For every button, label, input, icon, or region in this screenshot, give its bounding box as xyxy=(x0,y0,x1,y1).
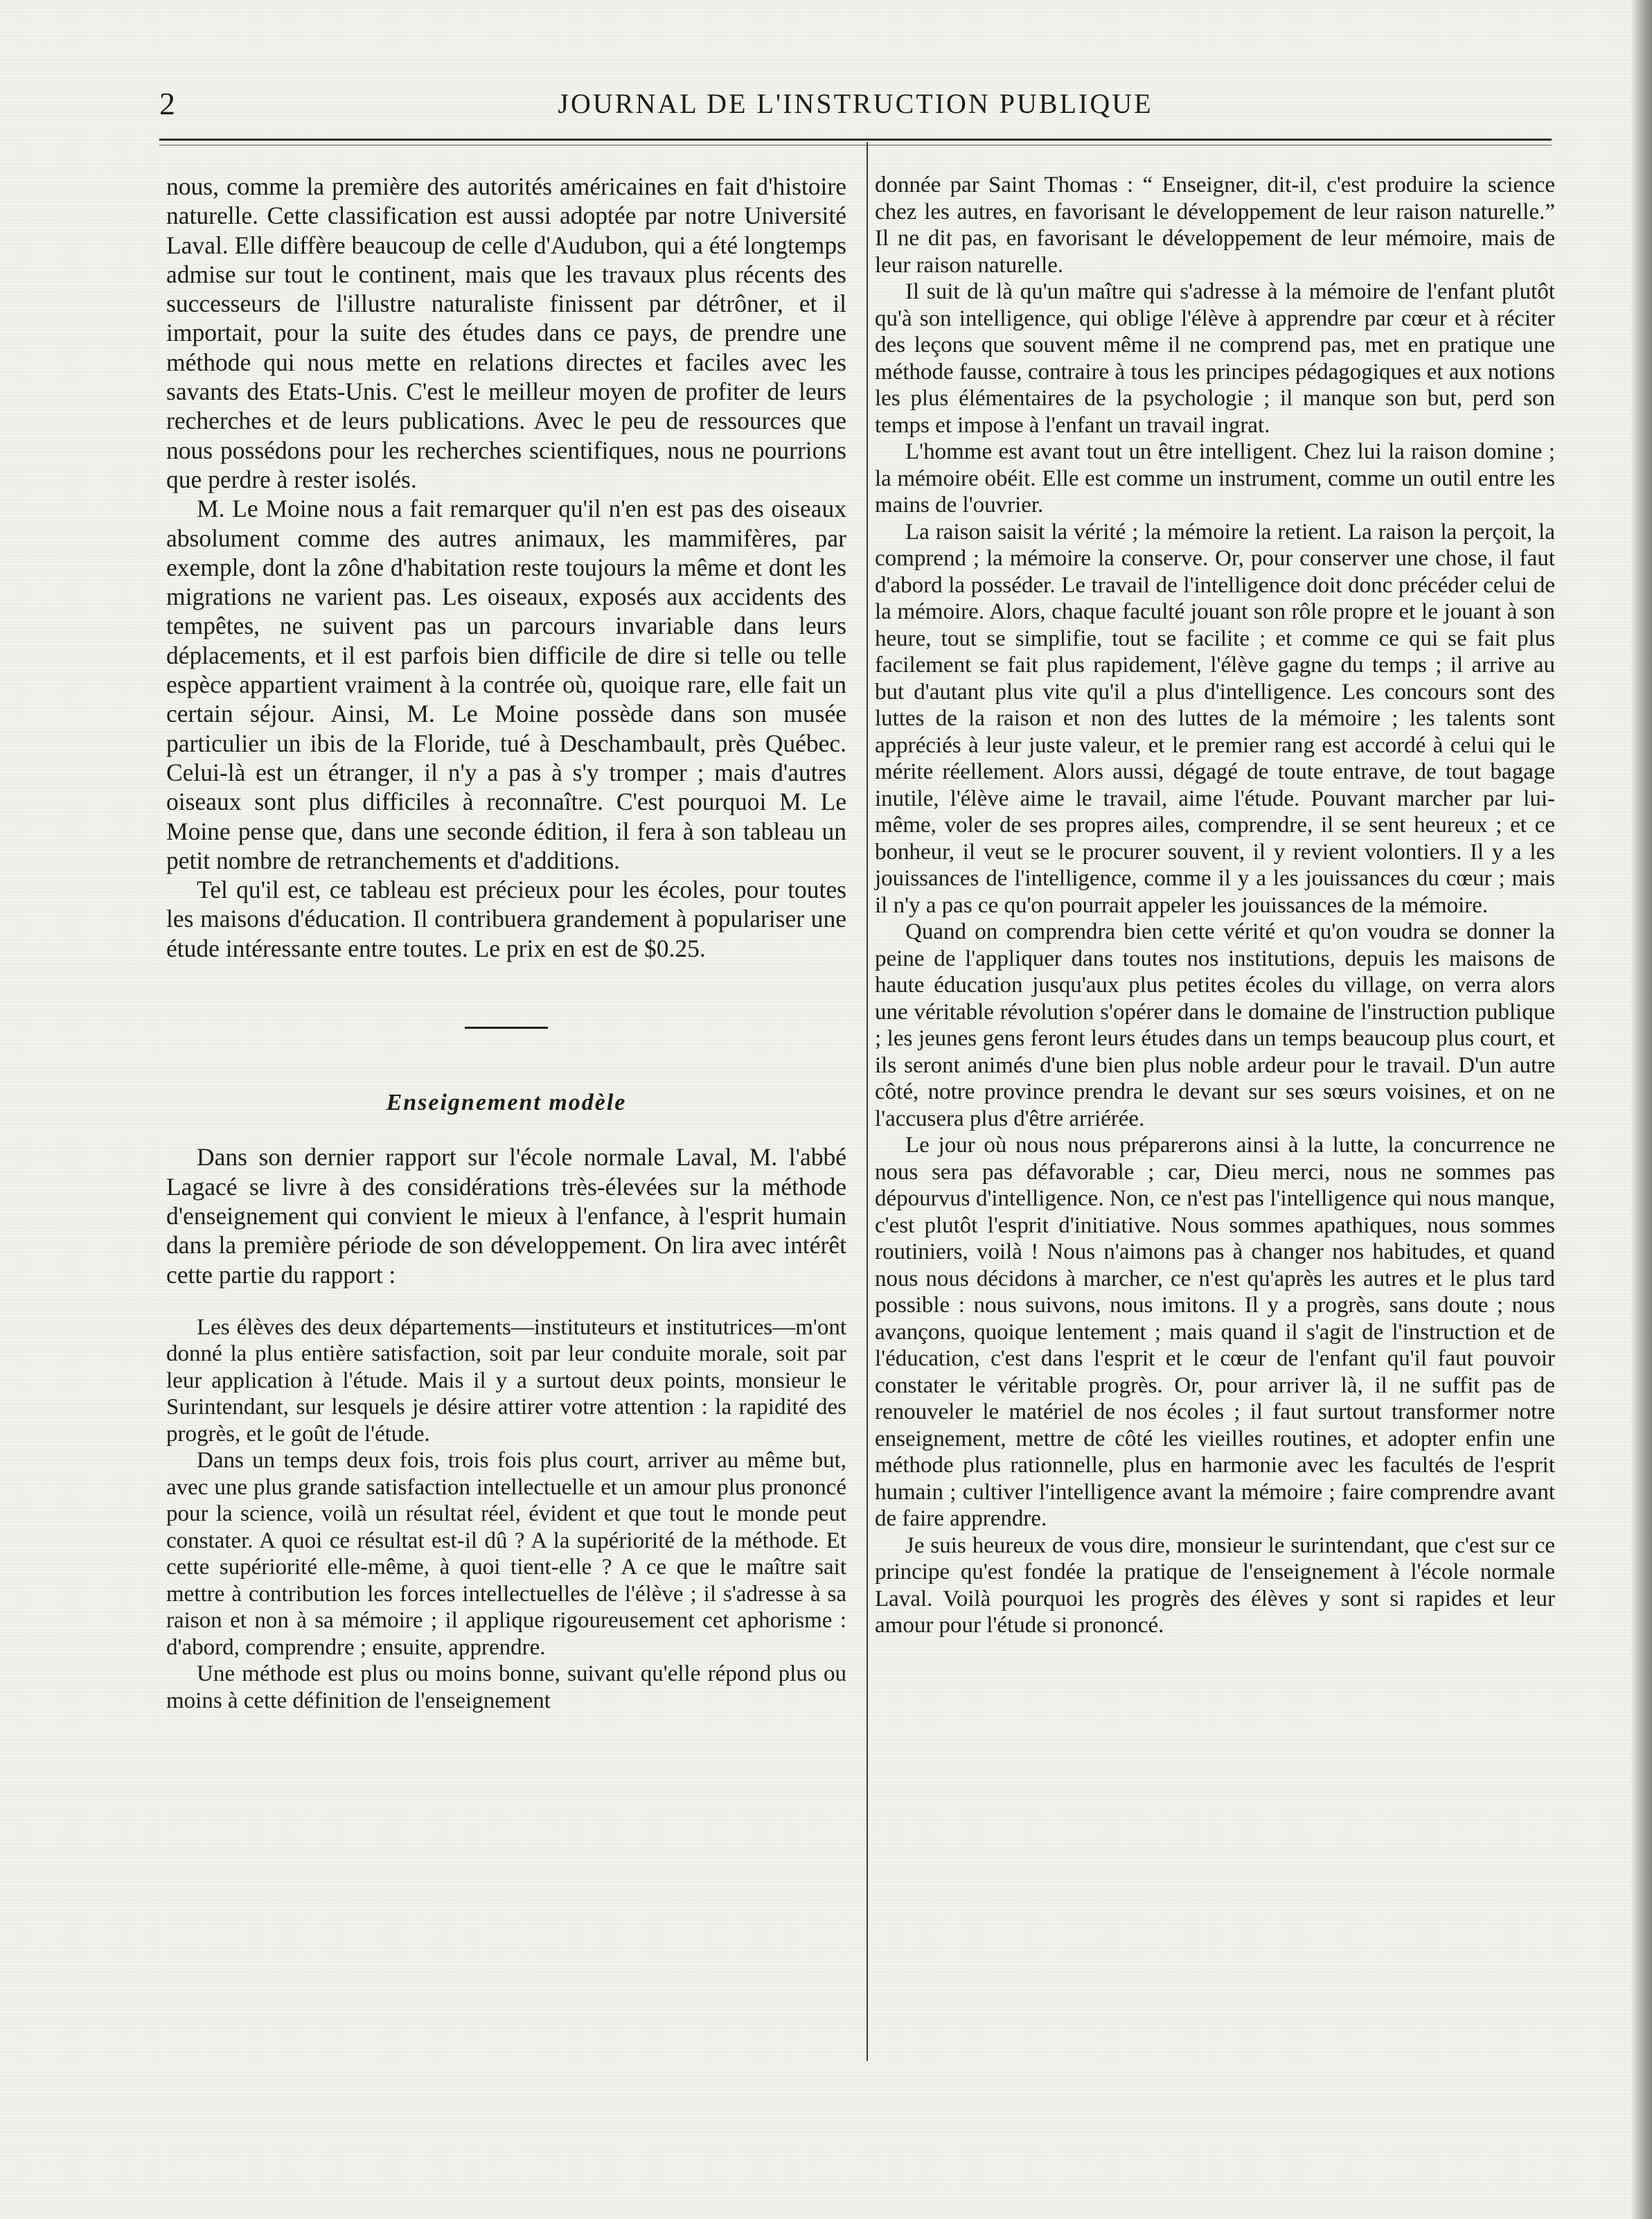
right-column xyxy=(875,172,1555,1639)
quoted-paragraph: Quand on comprendra bien cette vérité et qu'on voudra se donner la peine de l'appliquer dans toutes nos institutions, depuis les maisons de haute éducation jusqu'aux plus petites écoles du village, on verra alors une véritable révolution s'opérer dans le domaine de l'instruction publique ; les jeunes gens feront leurs études dans un temps beaucoup plus court, et ils seront animés d'une bien plus noble ardeur pour le travail. D'un autre côté, notre province prendra le devant sur ses sœurs voisines, et on ne l'accusera plus d'être arriérée. xyxy=(875,919,1555,1131)
quoted-paragraph: Les élèves des deux départements—instituteurs et institutrices—m'ont donné la plus entière satisfaction, soit par leur conduite morale, soit par leur application à l'étude. Mais il y a surtout deux points, monsieur le Surintendant, sur lesquels je désire attirer votre attention : la rapidité des progrès, et le goût de l'étude. xyxy=(166,1314,846,1447)
column-divider xyxy=(867,142,868,2061)
paragraph: nous, comme la première des autorités américaines en fait d'histoire naturelle. Cette classification est aussi adoptée par notre Université Laval. Elle diffère beaucoup de celle d'Audubon, qui a été longtemps admise sur tout le continent, mais que les travaux plus récents des successeurs de l'illustre naturaliste finissent par détrôner, et il importait, pour la suite des études dans ce pays, de prendre une méthode qui nous mette en relations directes et faciles avec les savants des Etats-Unis. C'est le meilleur moyen de profiter de leurs recherches et de leurs publications. Avec le peu de ressources que nous possédons pour les recherches scientifiques, nous ne pourrions que perdre à rester isolés. xyxy=(166,173,846,493)
quoted-paragraph: Le jour où nous nous préparerons ainsi à la lutte, la concurrence ne nous sera pas défavorable ; car, Dieu merci, nous ne sommes pas dépourvus d'intelligence. Non, ce n'est pas l'intelligence qui nous manque, c'est plutôt l'esprit d'initiative. Nous sommes apathiques, nous sommes routiniers, voilà ! Nous n'aimons pas à changer nos habitudes, et quand nous nous décidons à marcher, ce n'est qu'après les autres et le plus tard possible : nous suivons, nous imitons. Il y a progrès, sans doute ; nous avançons, quoique lentement ; mais quand il s'agit de l'instruction et de l'éducation, c'est dans l'esprit et le cœur de l'enfant qu'il faut pouvoir constater le véritable progrès. Or, pour arriver là, il ne suffit pas de renouveler le matériel de nos écoles ; il faut surtout transformer notre enseignement, mettre de côté les vieilles routines, et adopter enfin une méthode plus rationnelle, plus en harmonie avec les facultés de l'esprit humain ; cultiver l'intelligence avant la mémoire ; faire comprendre avant de faire apprendre. xyxy=(875,1133,1555,1531)
quoted-paragraph: L'homme est avant tout un être intelligent. Chez lui la raison domine ; la mémoire obéit. Elle est comme un instrument, comme un outil entre les mains de l'ouvrier. xyxy=(875,439,1555,518)
quoted-paragraph: Une méthode est plus ou moins bonne, suivant qu'elle répond plus ou moins à cette définition de l'enseignement xyxy=(166,1661,846,1713)
journal-title: JOURNAL DE L'INSTRUCTION PUBLIQUE xyxy=(558,88,1153,119)
quoted-paragraph: Il suit de là qu'un maître qui s'adresse à la mémoire de l'enfant plutôt qu'à son intelligence, qui oblige l'élève à apprendre par cœur et à réciter des leçons que souvent même il ne comprend pas, met en pratique une méthode fausse, contraire à tous les principes pédagogiques et aux notions les plus élémentaires de la psychologie ; il manque son but, perd son temps et impose à l'enfant un travail ingrat. xyxy=(875,279,1555,438)
quoted-paragraph: La raison saisit la vérité ; la mémoire la retient. La raison la perçoit, la comprend ; la mémoire la conserve. Or, pour conserver une chose, il faut d'abord la posséder. Le travail de l'intelligence doit donc précéder celui de la mémoire. Alors, chaque faculté jouant son rôle propre et le jouant à son heure, tout se simplifie, tout se facilite ; et comme ce qui se fait plus facilement se fait plus rapidement, l'élève gagne du temps ; il arrive au but d'autant plus vite qu'il a plus d'intelligence. Les concours sont des luttes de la raison et non des luttes de la mémoire ; les talents sont appréciés à leur juste valeur, et le premier rang est accordé à celui qui le mérite réellement. Alors aussi, dégagé de toute entrave, de tout bagage inutile, l'élève aime le travail, aime l'étude. Pouvant marcher par lui-même, voler de ses propres ailes, comprendre, il se sent heureux ; et ce bonheur, il veut se le procurer souvent, il y revient volontiers. Il y a les jouissances de l'intelligence, comme il y a les jouissances du cœur ; mais il n'y a pas ce qu'on pourrait appeler les jouissances de la mémoire. xyxy=(875,519,1555,918)
header-rule xyxy=(159,139,1552,145)
separator-rule xyxy=(465,1027,548,1029)
section-heading: Enseignement modèle xyxy=(386,1090,627,1116)
page-edge-shadow xyxy=(1631,0,1652,2219)
paragraph: M. Le Moine nous a fait remarquer qu'il n'en est pas des oiseaux absolument comme des autres animaux, les mammifères, par exemple, dont la zône d'habitation reste toujours la même et dont les migrations ne varient pas. Les oiseaux, exposés aux accidents des tempêtes, ne suivent pas un parcours invariable dans leurs déplacements, et il est parfois bien difficile de dire si telle ou telle espèce appartient vraiment à la contrée où, quoique rare, elle fait un certain séjour. Ainsi, M. Le Moine possède dans son musée particulier un ibis de la Floride, tué à Deschambault, près Québec. Celui-là est un étranger, il n'y a pas à s'y tromper ; mais d'autres oiseaux sont plus difficiles à reconnaître. C'est pourquoi M. Le Moine pense que, dans une seconde édition, il fera à son tableau un petit nombre de retranchements et d'additions. xyxy=(166,495,846,874)
paragraph: Dans son dernier rapport sur l'école normale Laval, M. l'abbé Lagacé se livre à des considérations très-élevées sur la méthode d'enseignement qui convient le mieux à l'enfance, à l'esprit humain dans la première période de son développement. On lira avec intérêt cette partie du rapport : xyxy=(166,1143,846,1289)
quoted-paragraph: Dans un temps deux fois, trois fois plus court, arriver au même but, avec une plus grande satisfaction intellectuelle et un amour plus prononcé pour la science, voilà un résultat réel, évident et que tout le monde peut constater. A quoi ce résultat est-il dû ? A la supériorité de la méthode. Et cette supériorité elle-même, à quoi tient-elle ? A ce que le maître sait mettre à contribution les forces intellectuelles de l'élève ; il s'adresse à sa raison et non à sa mémoire ; il applique rigoureusement cet aphorisme : d'abord, comprendre ; ensuite, apprendre. xyxy=(166,1448,846,1660)
paragraph: Tel qu'il est, ce tableau est précieux pour les écoles, pour toutes les maisons d'éducation. Il contribuera grandement à populariser une étude intéressante entre toutes. Le prix en est de $0.25. xyxy=(166,876,846,962)
quoted-paragraph: donnée par Saint Thomas : “ Enseigner, dit-il, c'est produire la science chez les autres, en favorisant le développement de leur raison naturelle.” Il ne dit pas, en favorisant le développement de leur mémoire, mais de leur raison naturelle. xyxy=(875,173,1555,278)
page-header xyxy=(159,83,1552,139)
left-column xyxy=(166,172,846,1714)
quoted-paragraph: Je suis heureux de vous dire, monsieur le surintendant, que c'est sur ce principe qu'est fondée la pratique de l'enseignement à l'école normale Laval. Voilà pourquoi les progrès des élèves y sont si rapides et leur amour pour l'étude si prononcé. xyxy=(875,1532,1555,1638)
page-number: 2 xyxy=(159,86,175,121)
